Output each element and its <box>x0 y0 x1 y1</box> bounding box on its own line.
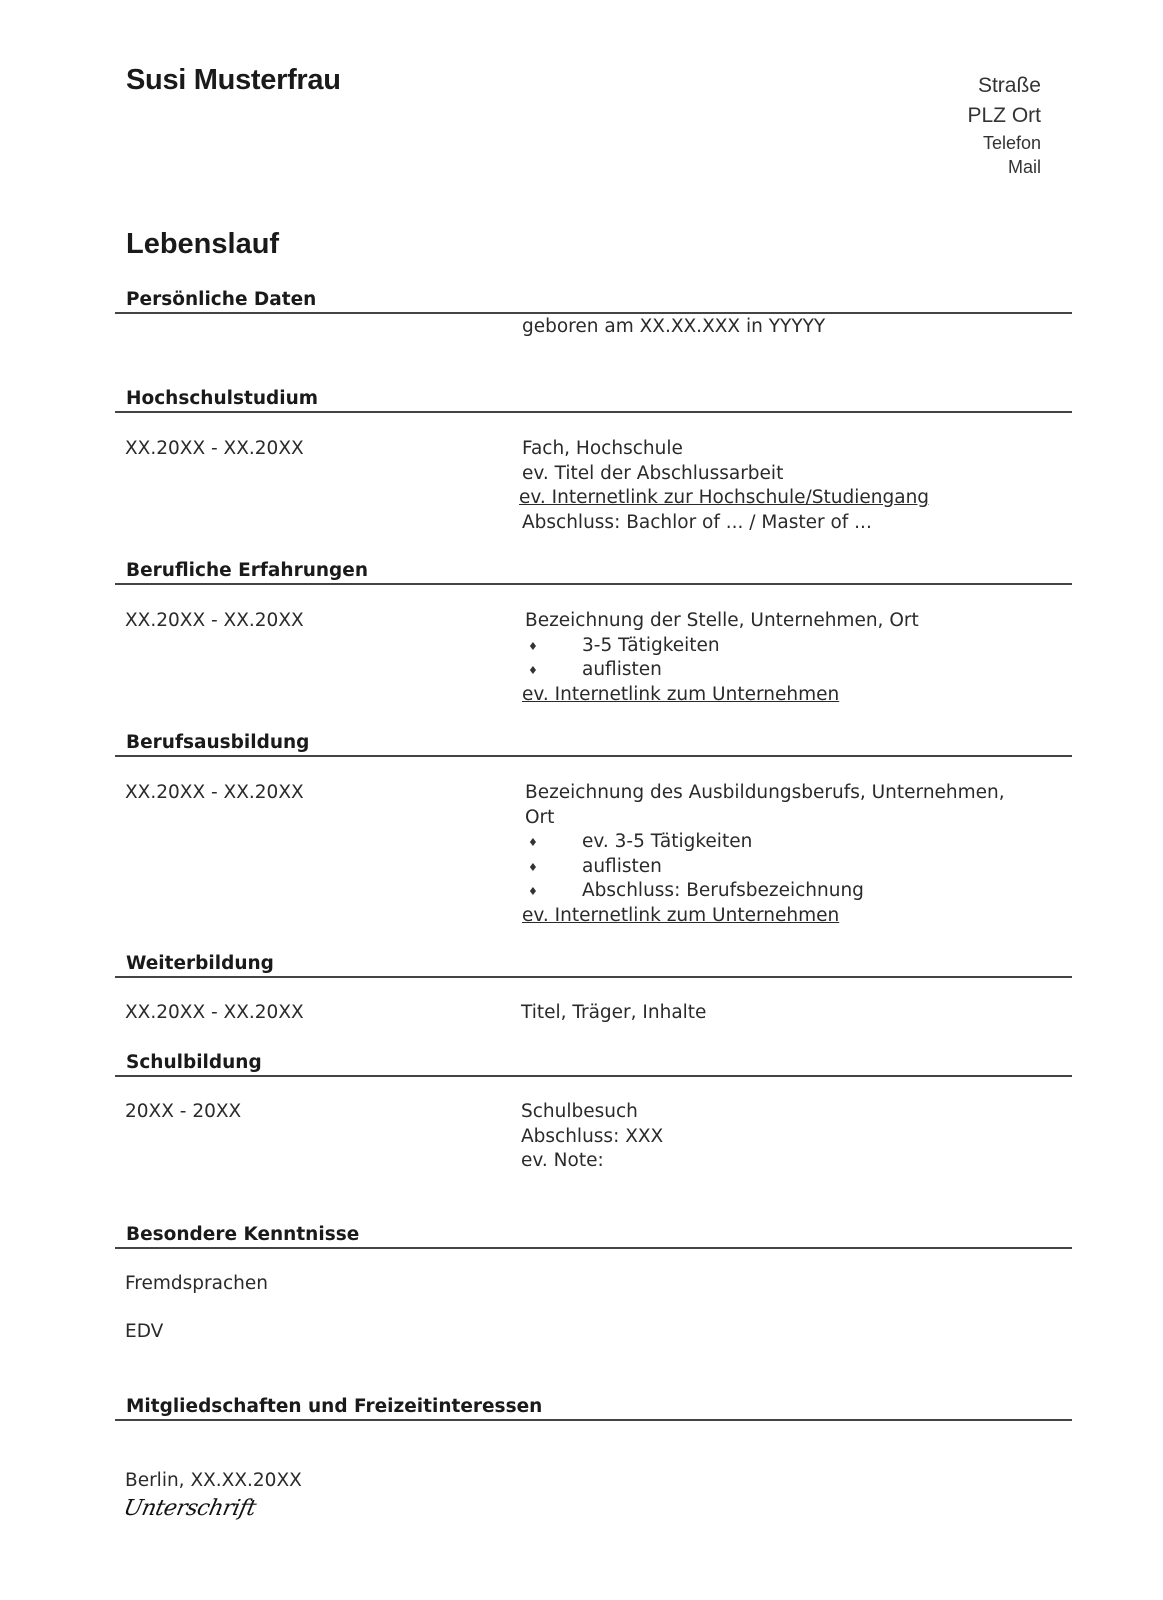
entry-detail: Abschluss: XXX <box>521 1125 664 1147</box>
section-divider <box>115 976 1072 978</box>
entry-detail: ev. Note: <box>521 1150 604 1171</box>
section-heading: Persönliche Daten <box>126 289 317 310</box>
entry-detail: Fach, Hochschule <box>522 438 683 459</box>
place-date: Berlin, XX.XX.20XX <box>125 1470 302 1491</box>
entry-detail: Abschluss: Bachlor of ... / Master of ... <box>522 511 872 533</box>
section-divider <box>115 1075 1072 1077</box>
bullet-item: ev. 3-5 Tätigkeiten <box>582 831 753 852</box>
entry-date: XX.20XX - XX.20XX <box>125 610 304 631</box>
address-phone: Telefon <box>982 133 1041 153</box>
section-heading: Berufsausbildung <box>126 732 310 753</box>
bullet-icon: ♦ <box>528 639 538 653</box>
entry-detail: Bezeichnung des Ausbildungsberufs, Unternehmen, <box>525 782 1005 803</box>
section-divider <box>115 411 1072 413</box>
section-divider <box>115 312 1072 314</box>
section-divider <box>115 1419 1072 1421</box>
address-street: Straße <box>977 74 1041 97</box>
entry-detail: geboren am XX.XX.XXX in YYYYY <box>522 316 826 337</box>
entry-detail: Titel, Träger, Inhalte <box>521 1002 707 1023</box>
entry-date: XX.20XX - XX.20XX <box>125 1002 304 1023</box>
address-city: PLZ Ort <box>967 104 1041 127</box>
section-heading: Hochschulstudium <box>126 388 319 409</box>
entry-date: EDV <box>125 1321 164 1342</box>
bullet-icon: ♦ <box>528 860 538 874</box>
bullet-icon: ♦ <box>528 664 538 677</box>
signature: Unterschrift <box>121 1496 259 1521</box>
entry-detail: Bezeichnung der Stelle, Unternehmen, Ort <box>525 610 919 631</box>
entry-date: XX.20XX - XX.20XX <box>125 438 304 459</box>
bullet-icon: ♦ <box>528 885 538 898</box>
document-title: Lebenslauf <box>126 228 280 260</box>
section-heading: Weiterbildung <box>126 953 274 974</box>
bullet-item: auflisten <box>582 855 662 877</box>
entry-detail: Ort <box>525 806 555 828</box>
entry-detail: Schulbesuch <box>521 1101 638 1122</box>
bullet-item: Abschluss: Berufsbezeichnung <box>582 880 864 901</box>
entry-date: 20XX - 20XX <box>125 1101 242 1122</box>
applicant-name: Susi Musterfrau <box>126 64 341 96</box>
section-divider <box>115 755 1072 757</box>
entry-date: Fremdsprachen <box>125 1273 268 1294</box>
bullet-item: auflisten <box>582 659 662 680</box>
internet-link[interactable]: ev. Internetlink zum Unternehmen <box>522 683 840 705</box>
section-heading: Schulbildung <box>126 1052 262 1073</box>
section-divider <box>115 583 1072 585</box>
section-heading: Besondere Kenntnisse <box>126 1224 360 1245</box>
internet-link[interactable]: ev. Internetlink zur Hochschule/Studiengang <box>519 487 930 508</box>
section-divider <box>115 1247 1072 1249</box>
entry-detail: ev. Titel der Abschlussarbeit <box>522 462 784 484</box>
entry-date: XX.20XX - XX.20XX <box>125 782 304 803</box>
section-heading: Berufliche Erfahrungen <box>126 560 369 581</box>
section-heading: Mitgliedschaften und Freizeitinteressen <box>126 1396 543 1417</box>
bullet-icon: ♦ <box>528 836 538 849</box>
address-mail: Mail <box>1007 157 1041 177</box>
bullet-item: 3-5 Tätigkeiten <box>582 634 720 656</box>
internet-link[interactable]: ev. Internetlink zum Unternehmen <box>522 904 840 926</box>
